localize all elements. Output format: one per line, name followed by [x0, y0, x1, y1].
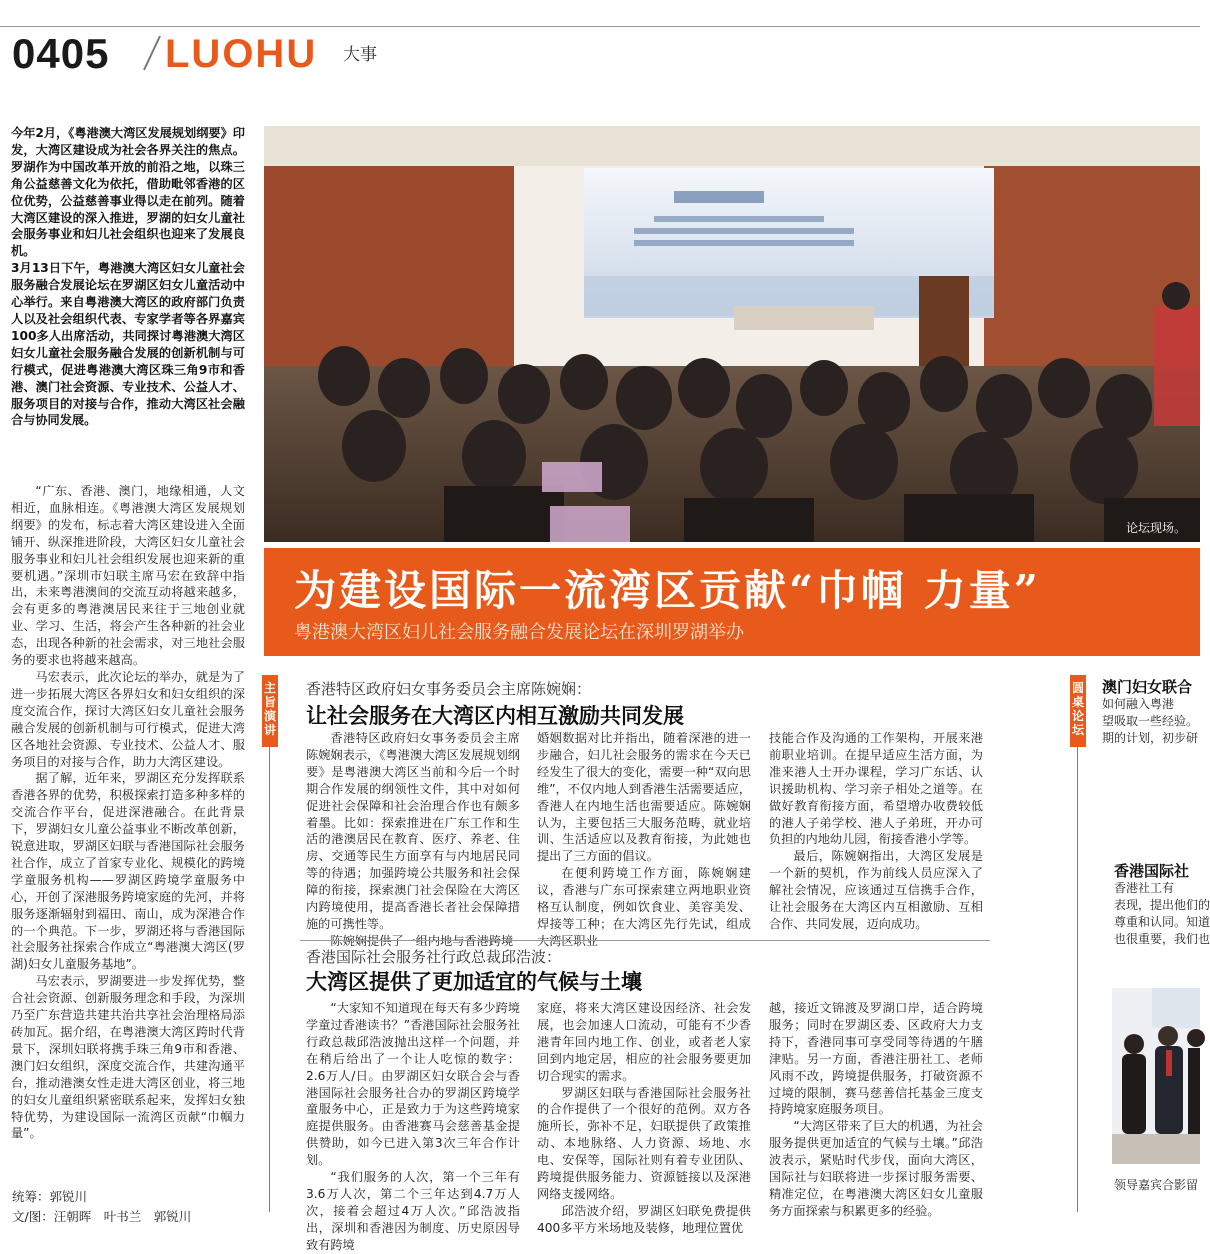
credit-writers: 文/图：汪朝晖 叶书兰 郭锐川: [12, 1209, 192, 1224]
speech2-paragraph: “我们服务的人次，第一个三年有3.6万人次，第二个三年达到4.7万人次，接着会超过4万人次。”邱浩波指出，深圳和香港因为制度、历史原因导致有跨境: [306, 1170, 520, 1252]
speech1-paragraph: 香港特区政府妇女事务委员会主席陈婉娴表示，《粤港澳大湾区发展规划纲要》是粤港澳大湾区当前和今后一个时期合作发展的纲领性文件，其中对如何促进社会保障和社会治理合作也有颇多着墨。比如：探索推进在广东工作和生活的港澳居民在教育、医疗、养老、住房、交通等民生方面享有与内地居民同等的待遇；加强跨境公共服务和社会保障的衔接，探索澳门社会保险在大湾区内跨境使用，提高香港长者社会保障措施的可携性等。: [306, 731, 520, 931]
speech1-paragraph: 婚姻数据对比并指出，随着深港的进一步融合，妇儿社会服务的需求在今天已经发生了很大的变化，需要一种“双向思维”，不仅内地人到香港生活需要适应，香港人在内地生活也需要适应。陈婉娴认为，主要包括三大服务范畴，就业培训、生活适应以及教育衔接，为此她也提出了三方面的倡议。: [537, 731, 751, 864]
roundtable-item1-line: 期的计划，初步研: [1102, 731, 1199, 745]
roundtable-item2-line: 尊重和认同。知道: [1114, 915, 1210, 929]
guests-photo: [1112, 988, 1200, 1164]
slash-divider: [140, 32, 164, 72]
header-rule: [0, 26, 1200, 27]
roundtable-tag-text: 圆桌论坛: [1071, 681, 1084, 737]
roundtable-item1-title: 澳门妇女联合: [1102, 678, 1193, 696]
forum-photo: [264, 126, 1200, 542]
theme-speech-tag: [262, 675, 278, 747]
speech2-paragraph: 越，接近文锦渡及罗湖口岸，适合跨境服务；同时在罗湖区委、区政府大力支持下，香港同事可享受同等待遇的午膳津贴。另一方面，香港注册社工、老师风雨不改，跨境提供服务，打破资源不过境的限制，赛马慈善信托基金三度支持跨境家庭服务项目。: [769, 1001, 983, 1117]
speech1-paragraph: 最后，陈婉娴指出，大湾区发展是一个新的契机，作为前线人员应深入了解社会情况，应该通过互信携手合作，让社会服务在大湾区内互相激励、互相合作、共同发展，迈向成功。: [769, 849, 983, 931]
roundtable-tag: [1070, 675, 1086, 747]
roundtable-item2-line: 表现，提出他们的: [1114, 898, 1210, 912]
body-paragraph: “广东、香港、澳门，地缘相通，人文相近，血脉相连。《粤港澳大湾区发展规划纲要》的发布，标志着大湾区建设进入全面铺开、纵深推进阶段，大湾区妇女儿童社会服务事业和妇儿社会组织发展也迎来新的重要机遇。”深圳市妇联主席马宏在致辞中指出，未来粤港澳间的交流互动将越来越多，会有更多的粤港澳居民来往于三地创业就业、学习、生活，将会产生各种新的社会业态，出现各种新的社会需求，对三地社会服务的要求也将越来越高。: [11, 484, 245, 668]
speech2-speaker: 香港国际社会服务社行政总裁邱浩波：: [306, 948, 562, 966]
lead-paragraph-2: 3月13日下午，粤港澳大湾区妇女儿童社会服务融合发展论坛在罗湖区妇女儿童活动中心举行。来自粤港澳大湾区的政府部门负责人以及社会组织代表、专家学者等各界嘉宾100多人出席活动，共同探讨粤港澳大湾区妇女儿童社会服务融合发展的创新机制与可行模式，促进粤港澳大湾区珠三角9市和香港、澳门社会资源、专业技术、公益人才、服务项目的对接与合作，推动大湾区社会融合与协同发展。: [11, 261, 245, 428]
speech1-paragraph: 在便利跨境工作方面，陈婉娴建议，香港与广东可探索建立两地职业资格互认制度，例如饮食业、美容美发、焊接等工种；在大湾区先行先试，组成: [537, 866, 751, 931]
speech2-paragraph: 邱浩波介绍，罗湖区妇联免费提供400多平方米场地及装修，地理位置优: [537, 1203, 751, 1235]
theme-speech-tag-text: 主旨演讲: [263, 681, 276, 737]
body-paragraph: 据了解，近年来，罗湖区充分发挥联系香港各界的优势，积极探索打造多种多样的交流合作平台，促进深港融合。在此背景下，罗湖妇女儿童公益事业不断改革创新，锐意进取，罗湖区妇联与香港国际社会服务社合作，成立了首家专业化、规模化的跨境学童服务机构——罗湖区跨境学童服务中心，开创了深港服务跨境家庭的先河，并将服务逐渐辐射到福田、南山，成为深港合作的一个典范。下一步，罗湖还将与香港国际社会服务社探索合作成立“粤港澳大湾区(罗湖)妇女儿童服务基地”。: [11, 771, 245, 972]
roundtable-rule: [1077, 747, 1078, 1212]
speech2-column-2: [537, 1000, 751, 1237]
speech1-headline: 让社会服务在大湾区内相互激励共同发展: [306, 704, 684, 728]
page-numbers: 0405: [12, 30, 110, 77]
roundtable-item2-line: 香港社工有: [1114, 881, 1175, 895]
speech1-column-2: [537, 730, 751, 950]
body-column-left: [11, 483, 245, 1142]
speech2-headline: 大湾区提供了更加适宜的气候与土壤: [306, 970, 642, 994]
speech2-paragraph: “大湾区带来了巨大的机遇，为社会服务提供更加适宜的气候与土壤。”邱浩波表示，紧贴时代步伐，面向大湾区，国际社与妇联将进一步探讨服务需要、精准定位，在粤港澳大湾区妇女儿童服务方面探索与积累更多的经验。: [769, 1119, 983, 1218]
body-paragraph: 马宏表示，罗湖要进一步发挥优势，整合社会资源、创新服务理念和手段，为深圳乃至广东营造共建共治共享社会治理格局添砖加瓦。据介绍，在粤港澳大湾区跨时代背景下，深圳妇联将携手珠三角9市和香港、澳门妇女组织，深度交流合作，共建沟通平台，推动港澳女性走进大湾区创业，将三地的妇女儿童组织紧密联系起来，发挥妇女独特优势，为建设国际一流湾区贡献“巾帼力量”。: [11, 974, 245, 1141]
roundtable-item1-line: 如何融入粤港: [1102, 697, 1175, 711]
photo-caption: 论坛现场。: [1125, 521, 1186, 535]
section-name: LUOHU: [165, 32, 318, 76]
section-label: 大事: [343, 45, 377, 65]
guests-photo-caption: 领导嘉宾合影留: [1114, 1178, 1199, 1192]
speech1-column-1: [306, 730, 520, 950]
speech2-paragraph: “大家知不知道现在每天有多少跨境学童过香港读书？”香港国际社会服务社行政总裁邱浩波抛出这样一个问题，并在稍后给出了一个让人吃惊的数字：2.6万人/日。由罗湖区妇女联合会与香港国际社会服务社合办的罗湖区跨境学童服务中心，正是致力于为这些跨境家庭提供服务。由香港赛马会慈善基金提供赞助，如今已进入第3次三年合作计划。: [306, 1001, 520, 1168]
roundtable-item1-line: 望吸取一些经验。: [1102, 714, 1199, 728]
banner-subtitle: 粤港澳大湾区妇儿社会服务融合发展论坛在深圳罗湖举办: [294, 622, 744, 643]
speech2-column-3: [769, 1000, 983, 1220]
speech1-paragraph: 技能合作及沟通的工作架构，开展来港前职业培训。在提早适应生活方面，为准来港人士开办课程，学习广东话、认识援助机构、学习亲子相处之道等。在做好教育衔接方面，希望增办收费较低的港人子弟学校、港人子弟班，开办可负担的内地幼儿园，衔接香港小学等。: [769, 731, 983, 847]
banner-title: 为建设国际一流湾区贡献“巾帼 力量”: [294, 566, 1041, 615]
speech1-column-3: [769, 730, 983, 933]
theme-speech-rule: [269, 747, 270, 1212]
speech1-speaker: 香港特区政府妇女事务委员会主席陈婉娴：: [306, 680, 592, 698]
roundtable-item2-line: 也很重要，我们也: [1114, 932, 1210, 946]
headline-banner: [264, 548, 1200, 656]
forum-scene-illustration: [264, 126, 1200, 542]
lead-column: [11, 125, 245, 429]
speech2-paragraph: 罗湖区妇联与香港国际社会服务社的合作提供了一个很好的范例。双方各施所长，弥补不足，妇联提供了政策推动、本地脉络、人力资源、场地、水电、安保等，国际社则有着专业团队、跨境提供服务能力、资源链接以及深港网络支援网络。: [537, 1085, 751, 1201]
speech2-column-1: [306, 1000, 520, 1254]
body-paragraph: 马宏表示，此次论坛的举办，就是为了进一步拓展大湾区各界妇女和妇女组织的深度交流合作，探讨大湾区妇女儿童社会服务融合发展的创新机制与可行模式，促进大湾区各地社会资源、专业技术、公益人才、服务项目的对接与合作，助力大湾区建设。: [11, 669, 245, 769]
guests-photo-illustration: [1112, 988, 1200, 1164]
credit-planner: 统筹：郭锐川: [12, 1189, 88, 1204]
roundtable-item2-title: 香港国际社: [1114, 862, 1190, 880]
lead-paragraph-1: 今年2月，《粤港澳大湾区发展规划纲要》印发，大湾区建设成为社会各界关注的焦点。罗湖作为中国改革开放的前沿之地，以珠三角公益慈善文化为依托，借助毗邻香港的区位优势，公益慈善事业得以走在前列。随着大湾区建设的深入推进，罗湖的妇女儿童社会服务事业和妇儿社会组织也迎来了发展良机。: [11, 126, 245, 259]
speech2-paragraph: 家庭，将来大湾区建设因经济、社会发展，也会加速人口流动，可能有不少香港青年回内地工作、创业，或者老人家回到内地定居，相应的社会服务要更加切合现实的需求。: [537, 1001, 751, 1083]
speech-divider: [300, 940, 990, 941]
